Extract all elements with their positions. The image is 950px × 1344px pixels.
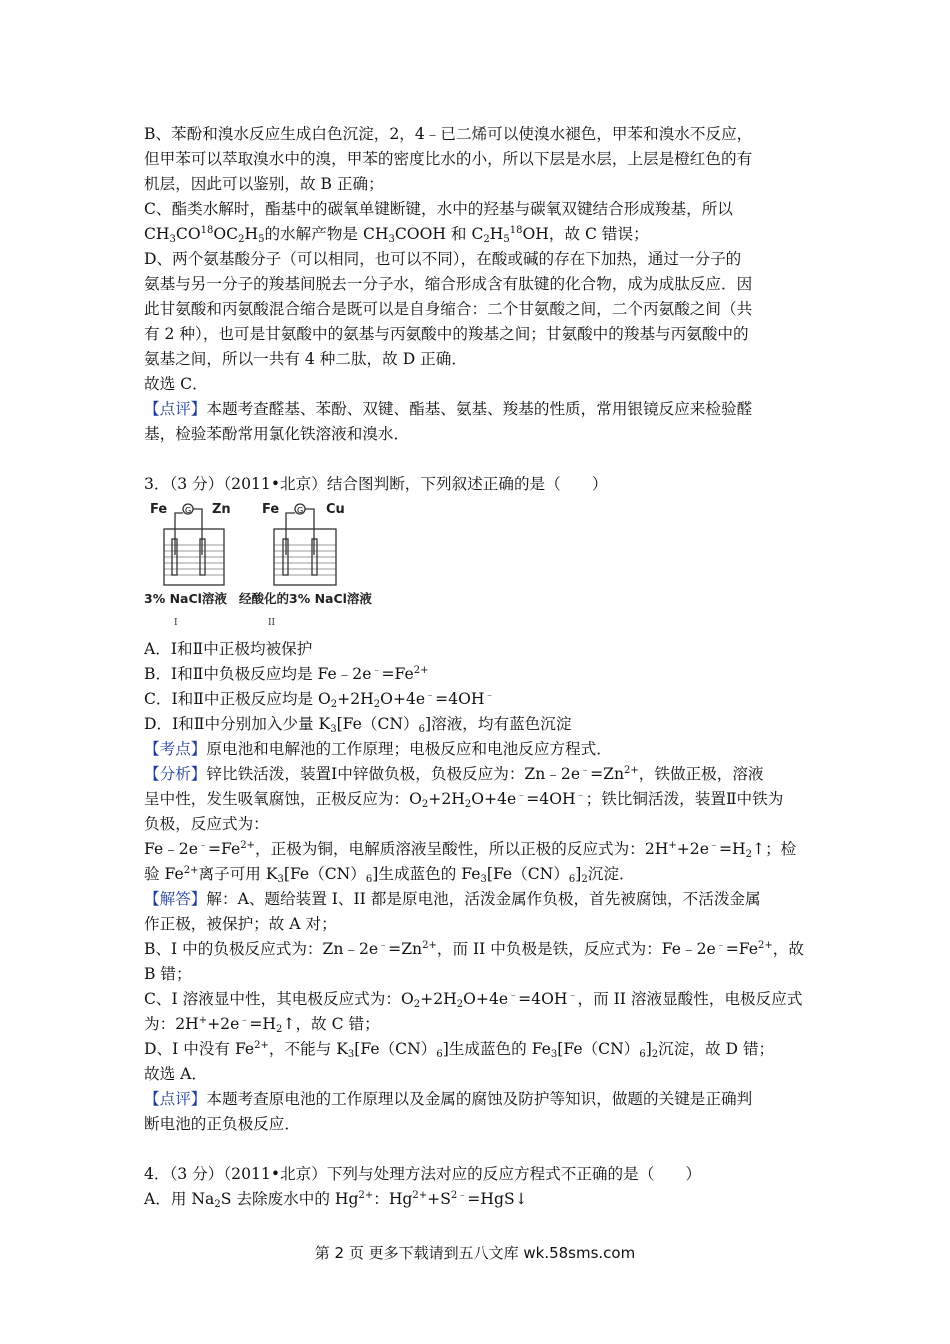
option-b: B．Ⅰ和Ⅱ中负极反应均是 $Fe﹣2e^﹣=Fe^{2+}$ [144,665,429,683]
jieda-line: 【解答】解：A、题给装置 I、II 都是原电池，活泼金属作负极，首先被腐蚀，不活泼金属 [144,890,761,908]
page-footer: 第 2 页 更多下载请到五八文库 wk.58sms.com [314,1244,636,1262]
text-line: 但甲苯可以萃取溴水中的溴，甲苯的密度比水的小，所以下层是水层，上层是橙红色的有 [144,150,753,168]
text-line: 验 $Fe^{2+}$离子可用 $K_3[Fe(CN)_6]$生成蓝色的 $Fe_3[Fe(CN)_6]_2$沉淀． [144,865,635,885]
text-line: 基，检验苯酚常用氯化铁溶液和溴水． [144,425,410,443]
text-line: 负极，反应式为： [144,815,269,833]
text-line: 氨基之间，所以一共有 4 种二肽，故 D 正确． [144,350,467,368]
cell2-caption: 经酸化的3% NaCl溶液 [239,591,372,606]
text-line: 断电池的正负极反应． [144,1115,300,1133]
question-stem: 4．（3 分）（2011•北京）下列与处理方法对应的反应方程式不正确的是（ ） [144,1165,702,1183]
comment-line: 【点评】本题考查醛基、苯酚、双键、酯基、氨基、羧基的性质，常用银镜反应来检验醛 [144,400,753,418]
text-line: 此甘氨酸和丙氨酸混合缩合是既可以是自身缩合：二个甘氨酸之间，二个丙氨酸之间（共 [144,300,753,318]
cell2-label: II [268,618,276,628]
text-line: B 错； [144,965,192,983]
cell1-right-label: Zn [212,502,231,517]
text-line: B、I 中的负极反应式为：$Zn﹣2e^﹣=Zn^{2+}$，而 II 中负极是铁，反应式为：$Fe﹣2e^﹣=Fe^{2+}$，故 [144,940,804,958]
text-line: C、酯类水解时，酯基中的碳氧单键断键，水中的羟基与碳氧双键结合形成羧基，所以 [144,200,733,218]
text-line: 机层，因此可以鉴别，故 B 正确； [144,175,384,193]
meter-label: G [185,506,192,515]
question-stem: 3．（3 分）（2011•北京）结合图判断，下列叙述正确的是（ ） [144,475,608,493]
text-line: 故选 A． [144,1065,207,1083]
page-content [144,122,809,1212]
fenxi-tag: 【分析】 [144,765,207,783]
cell1-left-label: Fe [150,502,168,517]
text-line: 故选 C． [144,375,208,393]
cell1-caption: 3% NaCl溶液 [144,591,227,606]
comment-tag: 【点评】 [144,1090,207,1108]
cell2-left-label: Fe [262,502,280,517]
meter-label: G [297,506,304,515]
text-line: 呈中性，发生吸氧腐蚀，正极反应为：$O_2+2H_2O+4e^﹣=4OH^﹣$；铁比铜活泼，装置Ⅱ中铁为 [144,790,784,810]
galvanic-cells-figure [144,499,404,629]
spacer [144,1137,809,1162]
option-d: D．Ⅰ和Ⅱ中分别加入少量 $K_3[Fe(CN)_6]$溶液，均有蓝色沉淀 [144,715,572,735]
text-line: 作正极，被保护；故 A 对； [144,915,337,933]
option-c: C．Ⅰ和Ⅱ中正极反应均是 $O_2+2H_2O+4e^﹣=4OH^﹣$ [144,690,495,710]
option-a: A．Ⅰ和Ⅱ中正极均被保护 [144,640,313,658]
text-line: 有 2 种），也可是甘氨酸中的氨基与丙氨酸中的羧基之间；甘氨酸中的羧基与丙氨酸中的 [144,325,749,343]
kaodian-line: 【考点】原电池和电解池的工作原理；电极反应和电池反应方程式． [144,740,612,758]
text-line: $Fe﹣2e^﹣=Fe^{2+}$，正极为铜，电解质溶液呈酸性，所以正极的反应式为：$2H^++2e^﹣=H_2↑$；检 [144,840,797,860]
text-line: 氨基与另一分子的羧基间脱去一分子水，缩合形成含有肽键的化合物，成为成肽反应．因 [144,275,753,293]
cells-diagram [144,499,404,629]
spacer [144,447,809,472]
fenxi-line: 【分析】锌比铁活泼，装置Ⅰ中锌做负极，负极反应为：$Zn﹣2e^﹣=Zn^{2+}$，铁做正极，溶液 [144,765,764,783]
option-a: A．用 $Na_2S$ 去除废水中的 $Hg^{2+}$：$Hg^{2+}+S^{2﹣}=HgS↓$ [144,1190,528,1210]
kaodian-tag: 【考点】 [144,740,207,758]
cell2-right-label: Cu [326,502,345,517]
text-line: 为：$2H^++2e^﹣=H_2↑$，故 C 错； [144,1015,380,1035]
cell1-label: I [174,618,178,628]
text-line: D、两个氨基酸分子（可以相同，也可以不同），在酸或碱的存在下加热，通过一分子的 [144,250,742,268]
comment-tag: 【点评】 [144,400,207,418]
text-line: C、I 溶液显中性，其电极反应式为：$O_2+2H_2O+4e^﹣=4OH^﹣$，而 II 溶液显酸性，电极反应式 [144,990,803,1010]
comment-line: 【点评】本题考查原电池的工作原理以及金属的腐蚀及防护等知识，做题的关键是正确判 [144,1090,753,1108]
text-line: B、苯酚和溴水反应生成白色沉淀，2，4﹣已二烯可以使溴水褪色，甲苯和溴水不反应， [144,125,753,143]
text-line: $CH_3CO^{18}OC_2H_5$的水解产物是 $CH_3COOH$ 和 $C_2H_5^{18}OH$，故 C 错误； [144,225,649,245]
jieda-tag: 【解答】 [144,890,207,908]
text-line: D、I 中没有 $Fe^{2+}$，不能与 $K_3[Fe(CN)_6]$生成蓝色的 $Fe_3[Fe(CN)_6]_2$沉淀，故 D 错； [144,1040,775,1060]
